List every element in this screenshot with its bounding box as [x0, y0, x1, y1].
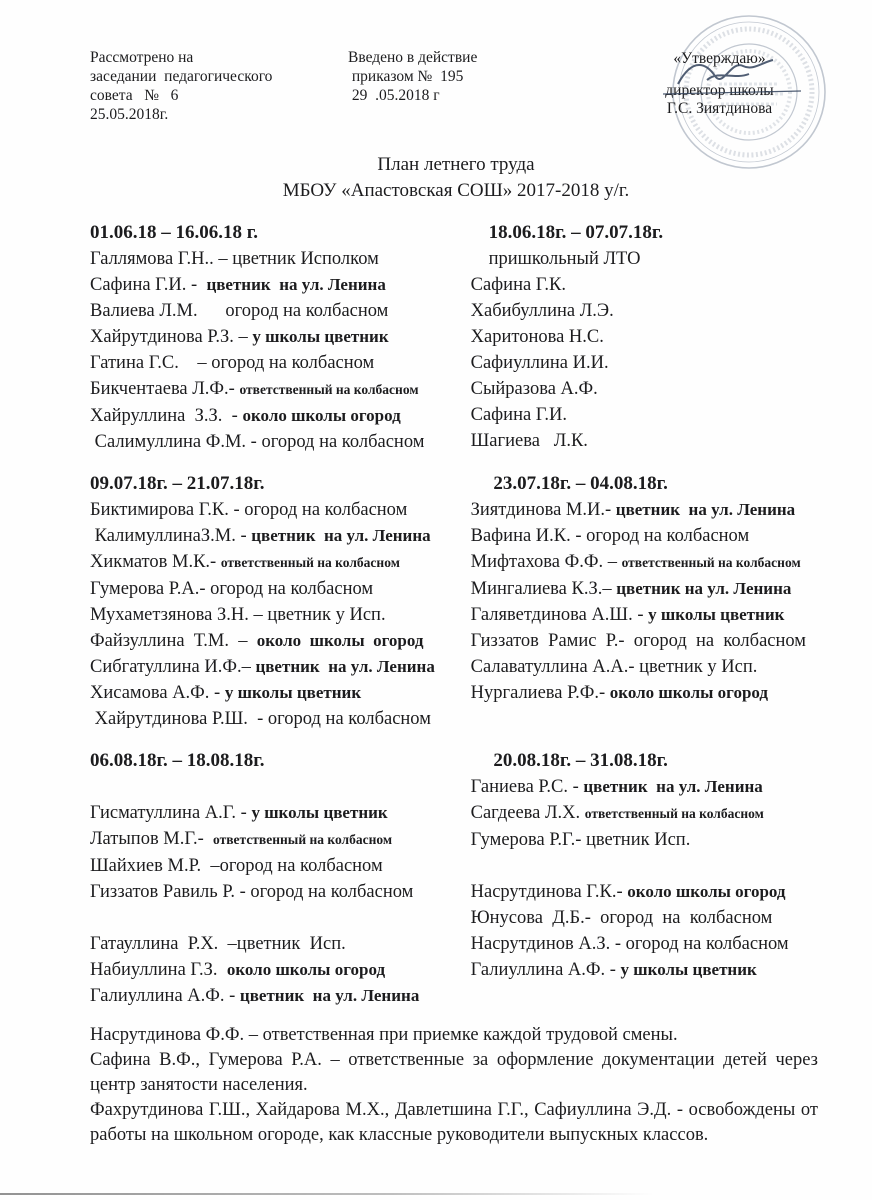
entry-text: Биктимирова Г.К. - огород на колбасном	[90, 500, 408, 520]
period-date: 09.07.18г. – 21.07.18г.	[90, 473, 265, 494]
director-name: Г.С. Зиятдинова	[666, 100, 773, 117]
responsible-note-text: ответственный на колбасном	[239, 382, 419, 397]
roster-row	[90, 324, 471, 350]
entry-text: Бикчентаева Л.Ф.-	[90, 379, 240, 399]
roster-row	[471, 931, 822, 957]
roster-row	[471, 957, 822, 983]
entry-text: Гисматуллина А.Г. -	[90, 803, 252, 823]
roster-row	[471, 602, 822, 628]
roster-row	[90, 983, 471, 1009]
roster-row	[90, 800, 471, 826]
reviewed-block	[90, 48, 348, 124]
shift-3-right-column	[471, 748, 822, 1009]
assignment-bold-text: цветник на ул. Ленина	[616, 579, 792, 598]
order-block	[348, 48, 603, 124]
shift-2-left-column	[90, 471, 471, 732]
roster-row	[90, 931, 471, 957]
entry-text: Хабибуллина Л.Э.	[470, 301, 614, 321]
reviewed-line: 25.05.2018г.	[90, 106, 169, 123]
roster-row	[90, 706, 471, 732]
roster-row	[471, 376, 822, 402]
entry-text: Гиззатов Равиль Р. - огород на колбасном	[90, 882, 414, 902]
roster-row	[90, 602, 471, 628]
entry-text: Мухаметзянова З.Н. – цветник у Исп.	[90, 605, 386, 625]
order-line: Введено в действие	[348, 49, 478, 66]
footer-notes	[90, 1023, 822, 1148]
entry-text: Файзуллина Т.М. –	[90, 631, 257, 651]
roster-row	[471, 402, 822, 428]
shift-section-1	[90, 220, 822, 455]
roster-row	[90, 905, 471, 931]
roster-row	[90, 826, 471, 853]
entry-text: Сыйразова А.Ф.	[470, 379, 598, 399]
entry-text: Сафиуллина И.И.	[470, 353, 609, 373]
order-line: приказом № 195	[348, 68, 464, 85]
shift-3-left-column	[90, 748, 471, 1009]
roster-row	[90, 957, 471, 983]
entry-text: Юнусова Д.Б.- огород на колбасном	[470, 908, 773, 928]
entry-text: Галяветдинова А.Ш. -	[470, 605, 649, 625]
roster-row	[90, 497, 471, 523]
reviewed-line: заседании педагогического	[90, 68, 273, 85]
roster-row	[90, 853, 471, 879]
roster-row	[90, 680, 471, 706]
entry-text: Гиззатов Рамис Р.- огород на колбасном	[470, 631, 806, 651]
roster-row	[90, 654, 471, 680]
title-line-2: МБОУ «Апастовская СОШ» 2017-2018 у/г.	[282, 180, 630, 201]
assignment-bold-text: около школы огород	[609, 683, 769, 702]
entry-text: Шагиева Л.К.	[470, 431, 588, 451]
assignment-bold-text: у школы цветник	[252, 327, 389, 346]
approve-label: «Утверждаю»	[673, 50, 766, 67]
roster-row	[90, 576, 471, 602]
assignment-bold-text: у школы цветник	[251, 803, 388, 822]
roster-list	[90, 246, 471, 455]
entry-text: Латыпов М.Г.-	[90, 829, 214, 849]
roster-row	[471, 549, 822, 576]
roster-row	[471, 272, 822, 298]
roster-row	[90, 403, 471, 429]
director-signature-icon	[623, 50, 813, 114]
footer-note: Насрутдинова Ф.Ф. – ответственная при приемке каждой трудовой смены.	[90, 1025, 678, 1045]
document-title	[90, 152, 822, 204]
assignment-bold-text: около школы огород	[242, 406, 401, 425]
shift-1-right-column	[471, 220, 822, 455]
roster-row	[471, 628, 822, 654]
roster-list	[90, 497, 471, 732]
roster-row	[471, 523, 822, 549]
roster-row	[471, 853, 822, 879]
shift-section-2	[90, 471, 822, 732]
assignment-bold-text: около школы огород	[627, 882, 786, 901]
entry-text: Валиева Л.М. огород на колбасном	[90, 301, 389, 321]
entry-text: Хайрутдинова Р.Ш. - огород на колбасном	[90, 709, 431, 729]
entry-text: Шайхиев М.Р. –огород на колбасном	[90, 856, 383, 876]
entry-text: КалимуллинаЗ.М. -	[90, 526, 252, 546]
roster-list	[90, 774, 471, 1009]
roster-row	[471, 428, 822, 454]
entry-text: Хайрутдинова Р.З. –	[90, 327, 253, 347]
entry-text: Мифтахова Ф.Ф. –	[470, 552, 622, 572]
assignment-bold-text: цветник на ул. Ленина	[615, 500, 796, 519]
roster-row	[90, 429, 471, 455]
assignment-bold-text: около школы огород	[256, 631, 424, 650]
entry-text: Сафина Г.И.	[470, 405, 568, 425]
entry-text: Набиуллина Г.З.	[90, 960, 227, 980]
shift-2-right-column	[471, 471, 822, 732]
entry-text: Гумерова Р.А.- огород на колбасном	[90, 579, 374, 599]
roster-list	[471, 774, 822, 983]
roster-row	[471, 298, 822, 324]
entry-text: Гатауллина Р.Х. –цветник Исп.	[90, 934, 346, 954]
entry-text: Гатина Г.С. – огород на колбасном	[90, 353, 375, 373]
responsible-note-text: ответственный на колбасном	[621, 555, 801, 570]
title-line-1: План летнего труда	[377, 154, 535, 175]
entry-text: пришкольный ЛТО	[488, 249, 641, 269]
entry-text: Сафина Г.И. -	[90, 275, 207, 295]
entry-text: Насрутдинова Г.К.-	[470, 882, 628, 902]
roster-row	[471, 350, 822, 376]
order-line: 29 .05.2018 г	[348, 87, 440, 104]
roster-row	[90, 879, 471, 905]
period-date: 06.08.18г. – 18.08.18г.	[90, 750, 265, 771]
entry-text: Харитонова Н.С.	[470, 327, 604, 347]
reviewed-line: совета № 6	[90, 87, 179, 104]
roster-row	[90, 350, 471, 376]
entry-text: Сибгатуллина И.Ф.–	[90, 657, 256, 677]
document-header	[90, 48, 822, 124]
reviewed-line: Рассмотрено на	[90, 49, 194, 66]
assignment-bold-text: цветник на ул. Ленина	[251, 526, 431, 545]
roster-row	[471, 576, 822, 602]
responsible-note-text: ответственный на колбасном	[584, 806, 764, 821]
roster-row	[90, 272, 471, 298]
roster-row	[90, 549, 471, 576]
roster-row	[471, 800, 822, 827]
assignment-bold-text: цветник на ул. Ленина	[583, 777, 763, 796]
roster-list	[471, 246, 822, 454]
approval-block	[617, 48, 822, 124]
entry-text: Галлямова Г.Н.. – цветник Исполком	[90, 249, 379, 269]
assignment-bold-text: цветник на ул. Ленина	[255, 657, 435, 676]
assignment-bold-text: у школы цветник	[620, 960, 757, 979]
entry-text: Галиуллина А.Ф. -	[90, 986, 240, 1006]
responsible-note-text: ответственный на колбасном	[220, 555, 400, 570]
assignment-bold-text: у школы цветник	[224, 683, 362, 702]
roster-row	[471, 324, 822, 350]
roster-row	[471, 774, 822, 800]
entry-text: Салаватуллина А.А.- цветник у Исп.	[470, 657, 758, 677]
roster-row	[90, 774, 471, 800]
period-date: 18.06.18г. – 07.07.18г.	[488, 222, 664, 243]
footer-note: Фахрутдинова Г.Ш., Хайдарова М.Х., Давлетшина Г.Г., Сафиуллина Э.Д. - освобождены от работы на школьном огороде, как классные руководители выпускных классов.	[90, 1100, 818, 1145]
assignment-bold-text: цветник на ул. Ленина	[239, 986, 420, 1005]
shift-section-3	[90, 748, 822, 1009]
roster-row	[471, 879, 822, 905]
assignment-bold-text: у школы цветник	[648, 605, 785, 624]
entry-text: Ганиева Р.С. -	[470, 777, 584, 797]
roster-row	[471, 827, 822, 853]
shift-1-left-column	[90, 220, 471, 455]
responsible-note-text: ответственный на колбасном	[213, 832, 393, 847]
roster-row	[471, 246, 822, 272]
entry-text: Галиуллина А.Ф. -	[470, 960, 621, 980]
entry-text: Нургалиева Р.Ф.-	[470, 683, 610, 703]
period-date: 23.07.18г. – 04.08.18г.	[488, 473, 668, 494]
entry-text: Насрутдинов А.З. - огород на колбасном	[470, 934, 789, 954]
entry-text: Сафина Г.К.	[470, 275, 566, 295]
roster-row	[471, 497, 822, 523]
entry-text: Мингалиева К.З.–	[470, 579, 617, 599]
entry-text: Хисамова А.Ф. -	[90, 683, 225, 703]
director-title: директор школы	[665, 82, 774, 99]
entry-text: Хайруллина З.З. -	[90, 406, 243, 426]
entry-text: Хикматов М.К.-	[90, 552, 221, 572]
entry-text: Гумерова Р.Г.- цветник Исп.	[470, 830, 691, 850]
entry-text: Зиятдинова М.И.-	[470, 500, 616, 520]
assignment-bold-text: цветник на ул. Ленина	[206, 275, 386, 294]
entry-text: Салимуллина Ф.М. - огород на колбасном	[90, 432, 425, 452]
period-date: 01.06.18 – 16.06.18 г.	[90, 222, 258, 243]
assignment-bold-text: около школы огород	[226, 960, 386, 979]
period-date: 20.08.18г. – 31.08.18г.	[488, 750, 668, 771]
roster-list	[471, 497, 822, 706]
roster-row	[90, 628, 471, 654]
roster-row	[90, 246, 471, 272]
entry-text: Вафина И.К. - огород на колбасном	[470, 526, 750, 546]
entry-text: Сагдеева Л.Х.	[470, 803, 585, 823]
roster-row	[90, 523, 471, 549]
roster-row	[471, 905, 822, 931]
roster-row	[90, 376, 471, 403]
roster-row	[471, 680, 822, 706]
footer-note: Сафина В.Ф., Гумерова Р.А. – ответственные за оформление документации детей через центр занятости населения.	[90, 1050, 818, 1095]
roster-row	[90, 298, 471, 324]
roster-row	[471, 654, 822, 680]
